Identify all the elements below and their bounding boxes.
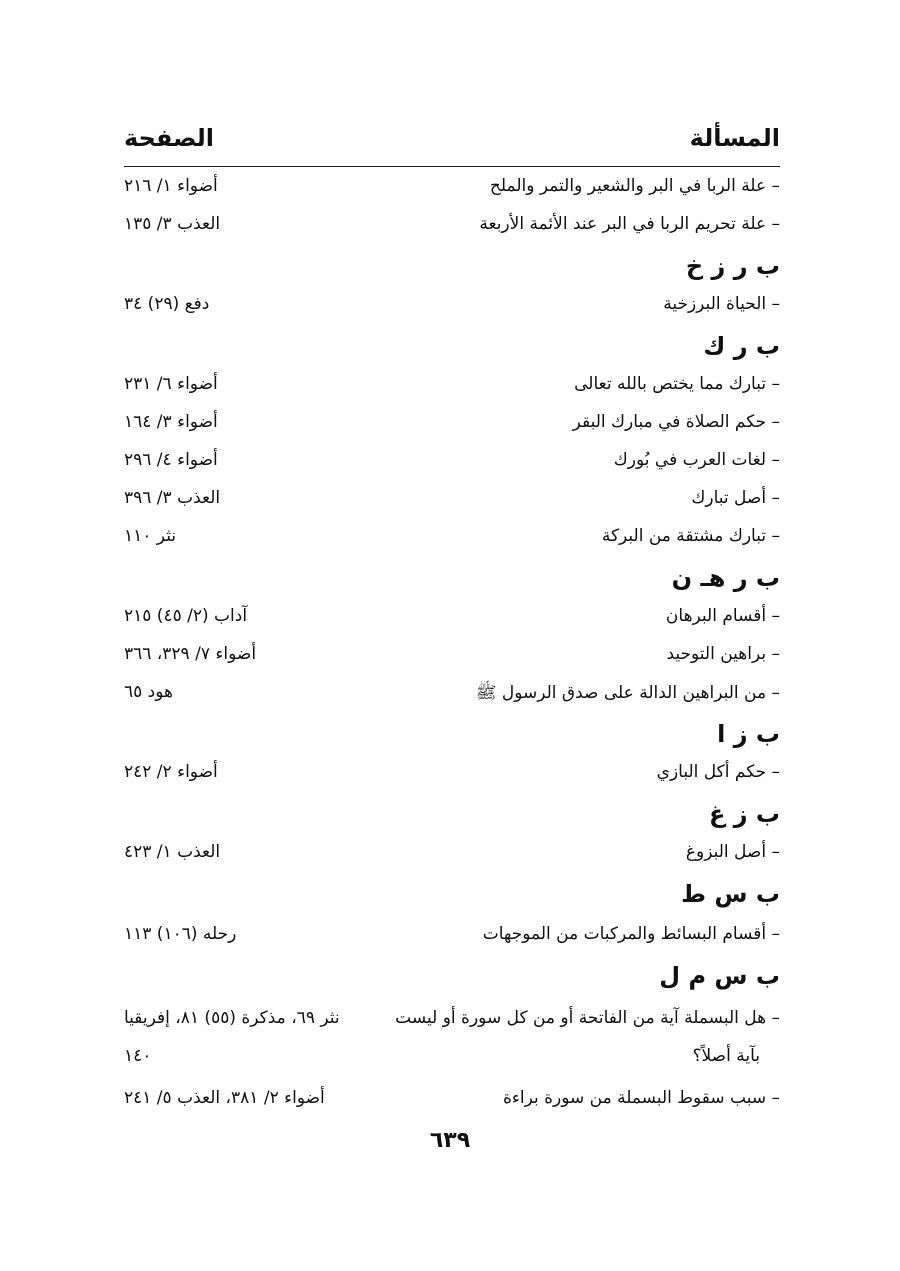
entry-reference: ١٤٠ bbox=[124, 1046, 152, 1066]
entry-topic: – أقسام البرهان bbox=[665, 606, 780, 626]
entry-topic: – براهين التوحيد bbox=[666, 644, 780, 664]
page-column-title: الصفحة bbox=[124, 124, 215, 152]
entry-reference: أضواء ٦/ ٢٣١ bbox=[124, 374, 218, 394]
page-number: ٦٣٩ bbox=[429, 1128, 471, 1153]
index-entry bbox=[124, 678, 780, 712]
entry-reference: آداب (٢/ ٤٥) ٢١٥ bbox=[124, 606, 248, 626]
index-entry bbox=[124, 210, 780, 244]
entry-reference: أضواء ١/ ٢١٦ bbox=[124, 176, 218, 196]
entry-topic: – لغات العرب في بُورك bbox=[613, 450, 780, 470]
issue-column-title: المسألة bbox=[689, 124, 780, 152]
entry-reference: دفع (٢٩) ٣٤ bbox=[124, 294, 210, 314]
entry-continuation bbox=[124, 1042, 780, 1076]
index-entry bbox=[124, 758, 780, 792]
root-heading: ب ر هـ ن bbox=[671, 564, 780, 592]
index-entry bbox=[124, 838, 780, 872]
entry-topic: – تبارك مما يختص بالله تعالى bbox=[574, 374, 780, 394]
root-heading: ب س م ل bbox=[659, 962, 780, 990]
index-entry bbox=[124, 484, 780, 518]
index-entry bbox=[124, 446, 780, 480]
entry-reference: رحله (١٠٦) ١١٣ bbox=[124, 924, 237, 944]
entry-reference: هود ٦٥ bbox=[124, 682, 173, 702]
entry-reference: أضواء ٤/ ٢٩٦ bbox=[124, 450, 218, 470]
entry-topic: – أصل تبارك bbox=[691, 488, 780, 508]
index-entry bbox=[124, 408, 780, 442]
entry-reference: نثر ٦٩، مذكرة (٥٥) ٨١، إفريقيا bbox=[124, 1008, 340, 1028]
entry-reference: العذب ٣/ ٣٩٦ bbox=[124, 488, 221, 508]
root-heading: ب ر ز خ bbox=[685, 252, 780, 280]
index-entry bbox=[124, 290, 780, 324]
entry-topic: – من البراهين الدالة على صدق الرسول ﷺ bbox=[475, 683, 780, 703]
entry-topic: – أقسام البسائط والمركبات من الموجهات bbox=[482, 924, 780, 944]
entry-reference: أضواء ٢/ ٣٨١، العذب ٥/ ٢٤١ bbox=[124, 1088, 325, 1108]
entry-topic: – حكم أكل البازي bbox=[656, 762, 780, 782]
entry-reference: أضواء ٧/ ٣٢٩، ٣٦٦ bbox=[124, 644, 257, 664]
entry-topic: – الحياة البرزخية bbox=[663, 294, 780, 314]
index-entry bbox=[124, 172, 780, 206]
entry-topic: – تبارك مشتقة من البركة bbox=[601, 526, 780, 546]
index-entry bbox=[124, 522, 780, 556]
root-heading: ب ز غ bbox=[708, 800, 780, 828]
entry-topic: – أصل البزوغ bbox=[685, 842, 780, 862]
root-heading: ب ر ك bbox=[703, 332, 780, 360]
root-heading: ب س ط bbox=[681, 880, 780, 908]
entry-topic: بآية أصلاً؟ bbox=[692, 1046, 760, 1066]
entry-topic: – علة تحريم الربا في البر عند الأئمة الأربعة bbox=[479, 214, 780, 234]
index-entry bbox=[124, 370, 780, 404]
entry-topic: – سبب سقوط البسملة من سورة براءة bbox=[502, 1088, 780, 1108]
entry-reference: أضواء ٣/ ١٦٤ bbox=[124, 412, 218, 432]
entry-topic: – علة الربا في البر والشعير والتمر والملح bbox=[489, 176, 780, 196]
index-entry bbox=[124, 1084, 780, 1118]
root-heading: ب ز ا bbox=[717, 720, 780, 748]
index-entry bbox=[124, 602, 780, 636]
entry-topic: – حكم الصلاة في مبارك البقر bbox=[572, 412, 780, 432]
index-entry bbox=[124, 1004, 780, 1038]
index-entry bbox=[124, 640, 780, 674]
index-entry bbox=[124, 920, 780, 954]
entry-reference: العذب ١/ ٤٢٣ bbox=[124, 842, 221, 862]
entry-reference: أضواء ٢/ ٢٤٢ bbox=[124, 762, 218, 782]
entry-topic: – هل البسملة آية من الفاتحة أو من كل سورة أو ليست bbox=[395, 1008, 780, 1028]
entry-reference: نثر ١١٠ bbox=[124, 526, 177, 546]
entry-reference: العذب ٣/ ١٣٥ bbox=[124, 214, 221, 234]
